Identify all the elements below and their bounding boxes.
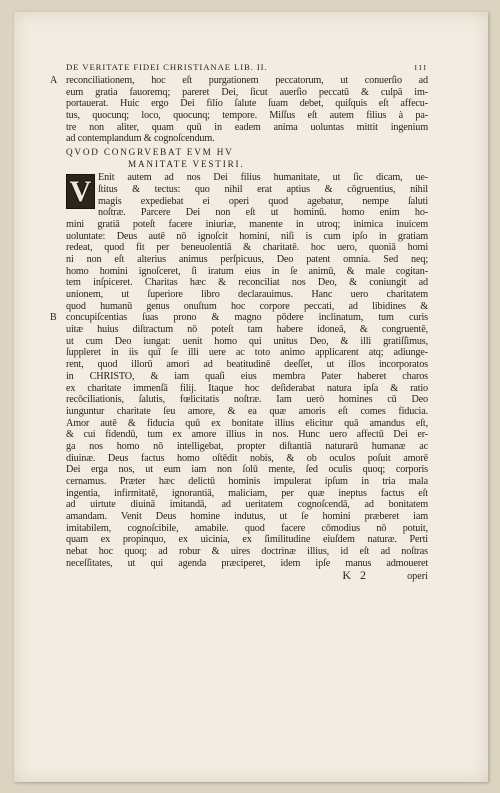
- text-line: amandam. Venit Deus homine indutus, ut ſe homini præberet iam: [66, 511, 428, 523]
- text-line: ex charitate immenſā filij. Itaque hoc deſiderabat natura ipſa & ratio: [66, 382, 428, 394]
- signature-mark: K 2: [342, 567, 370, 582]
- text-line: diuinæ. Deus factus homo oſtēdit nobis, & ob oculos poſuit amorē: [66, 452, 428, 464]
- text-line: rent, quod illorū amori ad beatitudinē deeſſet, ut illos incorporatos: [66, 359, 428, 371]
- catchword: operi: [407, 570, 428, 582]
- text-line: ſuppleret in iis quī ſe illi uere ac toto animo applicarent atq; adiunge-: [66, 347, 428, 359]
- text-line: ad contemplandum & cognoſcendum.: [66, 133, 215, 145]
- text-line: mini gratiā poteſt facere iniuriæ, manente in utroq; inimica inuicem: [66, 218, 428, 230]
- text-line: in CHRISTO, & iam quaſi eius membra Pater haberet charos: [66, 370, 428, 382]
- text-line: iunguntur charitate ſeu amore, & ea quæ amoris eſt comes fiducia.: [66, 405, 428, 417]
- book-page: [14, 12, 488, 782]
- text-line: tre non aliter, quam quū in eadem anima uoluntas mittit ingenium: [66, 121, 428, 133]
- text-line: Amor autē & fiducia quū ex bonitate illius elicitur quā amandus eſt,: [66, 417, 428, 429]
- text-line: eum gratia fauoremq; pareret Dei, ſicut auerſio peccatū & culpā im-: [66, 86, 428, 98]
- text-line: magis expediebat ei operi quod agebatur, nempe ſaluti: [98, 195, 428, 207]
- text-line: quam ex propinquo, ex uicinia, ex ſimilitudine eiuſdem naturæ. Perti: [66, 534, 428, 546]
- text-line: recōciliationis, ſalutis, fœlicitatis noſtræ. Iam uerò homines cū Deo: [66, 394, 428, 406]
- signature-line: [66, 567, 428, 582]
- text-line: Enit autem ad nos Dei filius humanitate, ut ſic dicam, ue-: [98, 172, 428, 184]
- text-block: [50, 62, 428, 582]
- text-line: nebat hoc quoq; ad robur & uires doctrinæ illius, id eſt ad noſtras: [66, 546, 428, 558]
- text-line: redeat, quod fit per beneuolentiā & charitatē. hoc uero, quoniā homi: [66, 242, 428, 254]
- running-head: [66, 62, 428, 72]
- running-head-title: DE VERITATE FIDEI CHRISTIANAE LIB. II.: [66, 62, 268, 72]
- chapter-title-line-2: MANITATE VESTIRI.: [128, 159, 245, 170]
- chapter-title: [66, 146, 428, 170]
- text-line: homo homini ignoſceret, ſi iratum eius in ſe animū, & male cogitan-: [66, 265, 428, 277]
- paragraph-2: [50, 172, 428, 569]
- text-line: & cui fidendū, tum ex amore illius in nos. Hunc uero affectū Dei er-: [66, 429, 428, 441]
- paragraph-1: [50, 75, 428, 145]
- text-line: tem inſpiceret. Charitas hæc & reconciliat nos Deo, & coniungit ad: [66, 277, 428, 289]
- text-line: unionem, ut ſuperiore libro declarauimus. Hanc uero charitatem: [66, 289, 428, 300]
- text-line: uoluntate: Deus autē nō ignoſcit homini, niſi is cum ipſo in gratiam: [66, 230, 428, 242]
- text-line: ut cum Deo iungat: uenit homo qui unitus Deo, & illi gratiſſimus,: [66, 335, 428, 347]
- text-line: ingentia, infirmitatē, ignorantiā, maliciam, per quæ ineptus factus eſt: [66, 487, 428, 499]
- text-line: ni non eſt alterius animus perſpicuus, Deo patent omnia. Sed neq;: [66, 253, 428, 265]
- text-line: noſtræ. Parcere Dei non eſt ut hominū. homo enim ho-: [98, 207, 428, 219]
- text-line: cernamus. Præter hæc delictū hominis impulerat ipſum in tria mala: [66, 476, 428, 487]
- text-line: quod humanū genus onuſtum hoc corpore peccati, ad libidines &: [66, 300, 428, 312]
- text-line: neceſſitates, ut qui agenda præciperet, idem ipſe manus admoueret: [66, 557, 428, 569]
- text-line: uitæ huius diſtractum nō poteſt tam habere idoneā, & congruentē,: [66, 324, 428, 336]
- text-line: A reconciliationem, hoc eſt purgationem peccatorum, ut conuerſio ad: [50, 75, 428, 86]
- text-line: imitabilem, cognoſcibile, amabile. quod facere cōmodius nō potuit,: [66, 522, 428, 534]
- margin-letter-b: B: [50, 312, 57, 324]
- folio-number: III: [414, 63, 428, 72]
- text-line: ad uirtute diuinā imitandā, ad ueritatem cognoſcendā, ad bonitatem: [66, 499, 428, 511]
- decorated-initial-letter: V: [69, 174, 92, 208]
- text-line: B concupiſcentias ſuas prono & magno pōdere inclinatum, tum curis: [50, 312, 428, 324]
- chapter-title-line-1: QVOD CONGRVEBAT EVM HV: [66, 147, 234, 158]
- text-line: portauerat. Huic ergo Dei filio ſalute ſuam debet, quiſquis eſt affecu-: [66, 98, 428, 110]
- margin-letter-a: A: [50, 75, 58, 86]
- text-line: tus, quocunq; loco, quocunq; tempore. Miſſus eſt autem filius à pa-: [66, 110, 428, 122]
- text-line: ga nos homo nō intelligebat, propter diſtantiā naturarū humanæ ac: [66, 440, 428, 452]
- text-line: Dei erga nos, ut eum iam non ſolū mente, ſed oculis quoq; corporis: [66, 464, 428, 476]
- text-line: ſtitus & tectus: quo nihil erat aptius & cōgruentius, nihil: [98, 183, 428, 195]
